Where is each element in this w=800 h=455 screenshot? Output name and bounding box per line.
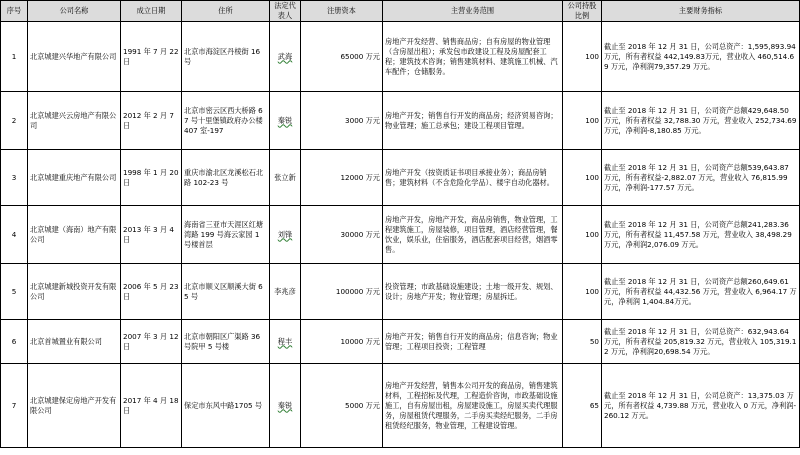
cell-registered-capital: 30000 万元 [301, 206, 383, 264]
cell-seq: 5 [1, 264, 28, 320]
cell-address: 北京市朝阳区广渠路 36 号院甲 5 号楼 [182, 320, 270, 364]
cell-business-scope: 房地产开发；销售自行开发的商品房；经济贸易咨询；物业管理；施工总承包；建设工程项目管理。 [383, 92, 563, 150]
table-row [1, 92, 800, 150]
cell-registered-capital: 10000 万元 [301, 320, 383, 364]
cell-address: 海南省三亚市天涯区红塘湾路 199 号海云家园 1 号楼首层 [182, 206, 270, 264]
cell-company-name: 北京首城置业有限公司 [28, 320, 121, 364]
cell-seq: 6 [1, 320, 28, 364]
cell-holding-ratio: 100 [563, 22, 602, 92]
cell-registered-capital: 65000 万元 [301, 22, 383, 92]
cell-financials: 截止至 2018 年 12 月 31 日，公司资产总额260,649.61 万元，所有者权益 44,432.56 万元，营业收入 6,964.17 万元，净利润 1,404.84万元。 [602, 264, 800, 320]
cell-seq: 4 [1, 206, 28, 264]
header-registered-capital: 注册资本 [301, 1, 383, 22]
cell-business-scope: 房地产开发，房地产开发，商品房销售，物业管理，工程建筑施工，房屋装修，项目管理，酒店经营管理，餐饮业，娱乐业，住宿服务，酒店配套项目经营，烟酒零售。 [383, 206, 563, 264]
cell-seq: 2 [1, 92, 28, 150]
cell-seq: 7 [1, 364, 28, 448]
table-row [1, 364, 800, 448]
cell-company-name: 北京城建兴云房地产有限公司 [28, 92, 121, 150]
cell-address: 北京市海淀区丹棱街 16 号 [182, 22, 270, 92]
cell-founded-date: 2006 年 5 月 23日 [121, 264, 182, 320]
cell-registered-capital: 12000 万元 [301, 150, 383, 206]
header-seq: 序号 [1, 1, 28, 22]
header-founded-date: 成立日期 [121, 1, 182, 22]
cell-seq: 1 [1, 22, 28, 92]
cell-holding-ratio: 50 [563, 320, 602, 364]
cell-financials: 截止至 2018 年 12 月 31 日，公司资产总额241,283.36 万元，所有者权益 11,457.58 万元，营业收入 38,498.29 万元，净利润2,076.09 万元。 [602, 206, 800, 264]
cell-address: 北京市顺义区顺溪大街 65 号 [182, 264, 270, 320]
cell-address: 保定市东风中路1705 号 [182, 364, 270, 448]
cell-legal-rep: 刘锋 [270, 206, 301, 264]
cell-business-scope: 房地产开发（按资质证书项目承接业务）；商品房销售；建筑材料（不含危险化学品）、楼宇自动化器材。 [383, 150, 563, 206]
cell-founded-date: 2017 年 4 月 18日 [121, 364, 182, 448]
cell-company-name: 北京城建保定房地产开发有限公司 [28, 364, 121, 448]
cell-legal-rep: 武海 [270, 22, 301, 92]
cell-seq: 3 [1, 150, 28, 206]
header-business-scope: 主营业务范围 [383, 1, 563, 22]
cell-business-scope: 投资管理；市政基础设施建设；土地一级开发、规划、设计；房地产开发；物业管理；房屋拆迁。 [383, 264, 563, 320]
cell-legal-rep: 李兆彦 [270, 264, 301, 320]
cell-legal-rep: 秦锐 [270, 364, 301, 448]
cell-business-scope: 房地产开发经营、销售商品房；自有房屋的物业管理（含房屋出租）；承发包市政建设工程及房屋配套工程；建筑技术咨询；销售建筑材料、建筑施工机械、汽车配件；仓储服务。 [383, 22, 563, 92]
cell-financials: 截止至 2018 年 12 月 31 日，公司资产总额429,648.50 万元，所有者权益 32,788.30 万元，营业收入 252,734.69 万元，净利润-8,180.85 万元。 [602, 92, 800, 150]
header-financials: 主要财务指标 [602, 1, 800, 22]
header-address: 住所 [182, 1, 270, 22]
cell-legal-rep: 程丰 [270, 320, 301, 364]
header-holding-ratio: 公司持股比例 [563, 1, 602, 22]
cell-founded-date: 2007 年 3 月 12日 [121, 320, 182, 364]
table-header-row [1, 1, 800, 22]
cell-legal-rep: 秦锐 [270, 92, 301, 150]
cell-address: 北京市密云区西大桥路 67 号十里堡镇政府办公楼 407 室-197 [182, 92, 270, 150]
cell-registered-capital: 5000 万元 [301, 364, 383, 448]
cell-business-scope: 房地产开发经营，销售本公司开发的商品房，销售建筑材料，工程招标及代理，工程造价咨询，市政基础设施施工，自有房屋出租，房屋建设施工，房屋买卖代理服务，房屋租赁代理服务，二手房买卖经纪服务，二手房租赁经纪服务，物业管理，工程建设管理。 [383, 364, 563, 448]
cell-holding-ratio: 100 [563, 92, 602, 150]
table-row [1, 264, 800, 320]
header-company-name: 公司名称 [28, 1, 121, 22]
cell-registered-capital: 3000 万元 [301, 92, 383, 150]
table-row [1, 320, 800, 364]
cell-holding-ratio: 100 [563, 264, 602, 320]
cell-business-scope: 房地产开发；销售自行开发的商品房；信息咨询；物业管理；工程项目投资；工程管理 [383, 320, 563, 364]
cell-financials: 截止至 2018 年 12 月 31 日，公司总资产：632,943.64 万元，所有者权益 205,819.32 万元，营业收入 105,319.12 万元，净利润20,698.54 万元。 [602, 320, 800, 364]
cell-financials: 截止至 2018 年 12 月 31 日，公司总资产：13,375.03 万元，所有者权益 4,739.88 万元，营业收入 0 万元，净利润-260.12 万元。 [602, 364, 800, 448]
cell-company-name: 北京城建新城投资开发有限公司 [28, 264, 121, 320]
cell-company-name: 北京城建重庆地产有限公司 [28, 150, 121, 206]
table-row [1, 206, 800, 264]
cell-financials: 截止至 2018 年 12 月 31 日，公司资产总额539,643.87 万元，所有者权益-2,882.07 万元，营业收入 76,815.99 万元，净利润-177.57 万元。 [602, 150, 800, 206]
cell-holding-ratio: 100 [563, 150, 602, 206]
table-row [1, 22, 800, 92]
table-row [1, 150, 800, 206]
header-legal-rep: 法定代表人 [270, 1, 301, 22]
cell-holding-ratio: 100 [563, 206, 602, 264]
cell-founded-date: 1991 年 7 月 22日 [121, 22, 182, 92]
cell-financials: 截止至 2018 年 12 月 31 日，公司总资产：1,595,893.94 万元，所有者权益 442,149.83万元，营业收入 460,514.69 万元，净利润79,357.29 万元。 [602, 22, 800, 92]
cell-company-name: 北京城建（海南）地产有限公司 [28, 206, 121, 264]
cell-registered-capital: 100000 万元 [301, 264, 383, 320]
cell-holding-ratio: 65 [563, 364, 602, 448]
cell-founded-date: 2012 年 2 月 7日 [121, 92, 182, 150]
cell-founded-date: 1998 年 1 月 20日 [121, 150, 182, 206]
cell-founded-date: 2013 年 3 月 4日 [121, 206, 182, 264]
cell-company-name: 北京城建兴华地产有限公司 [28, 22, 121, 92]
cell-legal-rep: 张立新 [270, 150, 301, 206]
cell-address: 重庆市渝北区龙溪松石北路 102-23 号 [182, 150, 270, 206]
